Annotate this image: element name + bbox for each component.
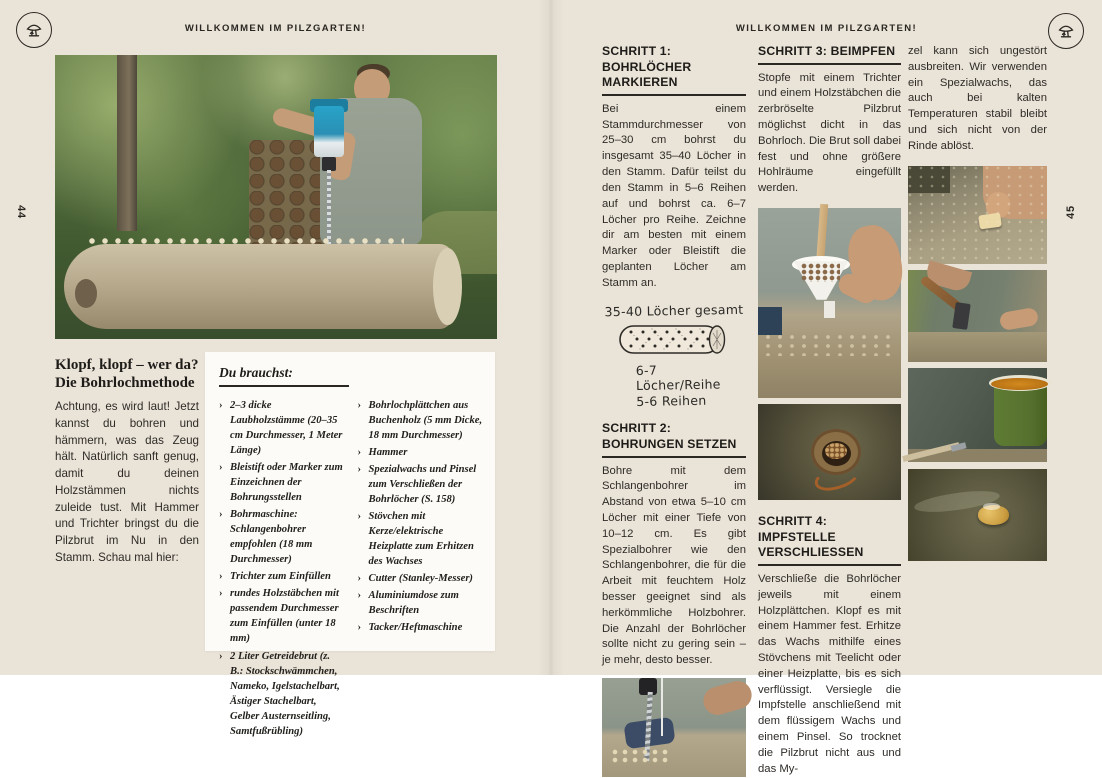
materials-column-2 <box>358 398 484 741</box>
step1-heading <box>602 44 746 96</box>
diagram-label-total: 35-40 Löcher gesamt <box>604 301 744 319</box>
step2-heading-line2: BOHRUNGEN SETZEN <box>602 436 737 451</box>
list-item: › Bohrmaschine: Schlangenbohrer empfohlen (18 mm Durchmesser) <box>219 507 345 567</box>
page-gutter <box>538 0 564 675</box>
step4-body: Verschließe die Bohrlöcher jeweils mit einem Holzplättchen. Klopf es mit einem Hammer fest. Erhitze das Wachs mithilfe eines Stövchens mit Teelicht oder einer Heizplatte, bis es sich verflüssigt. Versiegle die Impfstelle anschließend mit dem flüssigem Wachs und einem Pinsel. So trocknet die Pilzbrut nicht aus und das My- <box>758 572 901 775</box>
intro-section <box>55 357 199 566</box>
funnel-spout-shape <box>824 301 835 318</box>
materials-box <box>205 352 495 737</box>
texture-layer <box>764 334 893 357</box>
intro-heading-line1: Klopf, klopf – wer da? <box>55 357 199 373</box>
step3-heading: SCHRITT 3: BEIMPFEN <box>758 44 901 65</box>
photo-funnel-filling-spawn <box>758 208 901 398</box>
step2-heading <box>602 421 746 457</box>
page-number-right: 45 <box>1064 205 1077 219</box>
log-knot-shape <box>75 279 97 307</box>
step4-heading-line2: VERSCHLIESSEN <box>758 545 864 560</box>
materials-box-title: Du brauchst: <box>219 365 349 387</box>
materials-columns <box>219 398 483 741</box>
photo-hammering-plug <box>908 270 1047 362</box>
tree-trunk-shape <box>117 55 137 231</box>
step4-continuation: zel kann sich ungestört ausbreiten. Wir verwenden ein Spezialwachs, das auch bei kalten Temperaturen stabil bleibt und sich nicht von der Rinde ablöst. <box>908 45 1047 152</box>
list-item: › Tacker/Heftmaschine <box>358 620 484 635</box>
photo-wax-pot-and-brush <box>908 368 1047 462</box>
page-number-left: 44 <box>14 205 27 219</box>
texture-layer <box>908 166 1047 264</box>
log-end-shape <box>433 248 462 325</box>
step4-heading-line1: SCHRITT 4: IMPFSTELLE <box>758 514 836 544</box>
photo-pressing-wood-plug <box>908 166 1047 264</box>
list-item: › rundes Holzstäbchen mit passendem Durchmesser zum Einfüllen (unter 18 mm) <box>219 586 345 646</box>
running-head-left: WILLKOMMEN IM PILZGARTEN! <box>184 23 367 34</box>
list-item: › Trichter zum Einfüllen <box>219 569 345 584</box>
photo-man-drilling-log <box>55 55 497 339</box>
mushroom-logo-icon <box>16 12 52 48</box>
diagram-caption <box>636 361 747 409</box>
intro-heading-line2: Die Bohrlochmethode <box>55 374 195 391</box>
list-item: › Cutter (Stanley-Messer) <box>358 571 484 586</box>
mushroom-logo-icon <box>1048 13 1084 49</box>
step2-heading-line1: SCHRITT 2: <box>602 421 672 436</box>
step4-heading <box>758 514 901 566</box>
step1-body: Bei einem Stammdurchmesser von 25–30 cm bohrst du insgesamt 35–40 Löcher in den Stamm. Dafür teilst du den Stamm in 5–6 Reihen auf und bohrst ca. 6–7 Löcher pro Reihe. Zeichne dir am besten mit einem Marker oder Bleistift die geplanten Löcher am Stamm an. <box>602 102 746 289</box>
photo-filled-borehole-closeup <box>758 404 901 500</box>
column-continuation <box>908 44 1047 561</box>
list-item: › Bleistift oder Marker zum Einzeichnen der Bohrungsstellen <box>219 460 345 505</box>
drill-body-shape <box>314 106 344 157</box>
photo-auger-bit-closeup <box>602 678 746 777</box>
log-shape <box>64 244 453 329</box>
column-step3-step4 <box>758 44 901 778</box>
step3-body: Stopfe mit einem Trichter und einem Holzstäbchen die zerbröselte Pilzbrut möglichst dicht in das Bohrloch. Die Brut soll dabei fest und ohne größere Hohlräume eingefüllt werden. <box>758 71 901 195</box>
intro-heading <box>55 357 199 392</box>
running-head-right: WILLKOMMEN IM PILZGARTEN! <box>735 23 918 34</box>
step1-heading-line2: BOHRLÖCHER MARKIEREN <box>602 59 692 90</box>
list-item: › 2 Liter Getreidebrut (z. B.: Stockschwämmchen, Nameko, Igelstachelbart, Ästiger Stachelbart, Gelber Austernseitling, Samtfußrübling) <box>219 649 345 739</box>
step2-body: Bohre mit dem Schlangenbohrer im Abstand von etwa 5–10 cm Löcher mit einer Tiefe von 10–12 cm. Es gibt Spezialbohrer wie den Schlangenbohrer, die für die Arbeit mit feuchtem Holz besser geeignet sind als herkömmliche Holzbohrer. Die Anzahl der Bohrlöcher sollte nicht zu gering sein – je mehr, desto besser. <box>602 464 746 667</box>
photo-wax-sealed-plug <box>908 469 1047 561</box>
materials-column-1 <box>219 398 345 741</box>
spawn-grain-shape <box>825 443 846 459</box>
diagram-label-rows: 5-6 Reihen <box>636 391 707 409</box>
list-item: › Bohrlochplättchen aus Buchenholz (5 mm Dicke, 18 mm Durchmesser) <box>358 398 484 443</box>
intro-body: Achtung, es wird laut! Jetzt kannst du bohren und hämmern, was das Zeug hält. Natürlich sanft genug, damit du deinen Holzstämmen nichts zuleide tust. Mit Hammer und Trichter bringst du die Pilzbrut im Nu in den Stamm. Schau mal hier: <box>55 400 199 564</box>
wax-shine-shape <box>983 503 1000 510</box>
wood-chips-shape <box>611 749 669 763</box>
melted-wax-shape <box>991 378 1048 390</box>
auger-bit-shape <box>327 170 331 247</box>
cord-shape <box>661 678 663 735</box>
list-item: › Aluminiumdose zum Beschriften <box>358 588 484 618</box>
list-item: › Stövchen mit Kerze/elektrische Heizplatte zum Erhitzen des Wachses <box>358 509 484 569</box>
list-item: › Spezialwachs und Pinsel zum Verschließen der Bohrlöcher (S. 158) <box>358 462 484 507</box>
list-item: › Hammer <box>358 445 484 460</box>
column-step1-step2 <box>602 44 746 777</box>
step1-heading-line1: SCHRITT 1: <box>602 44 672 58</box>
log-holes-diagram <box>617 322 731 358</box>
spawn-grain-shape <box>801 263 840 282</box>
log-shape <box>908 332 1047 361</box>
cloth-shadow-shape <box>758 307 782 336</box>
list-item: › 2–3 dicke Laubholzstämme (20–35 cm Durchmesser, 1 Meter Länge) <box>219 398 345 458</box>
diagram-label-per-row: 6-7 Löcher/Reihe <box>635 362 721 393</box>
